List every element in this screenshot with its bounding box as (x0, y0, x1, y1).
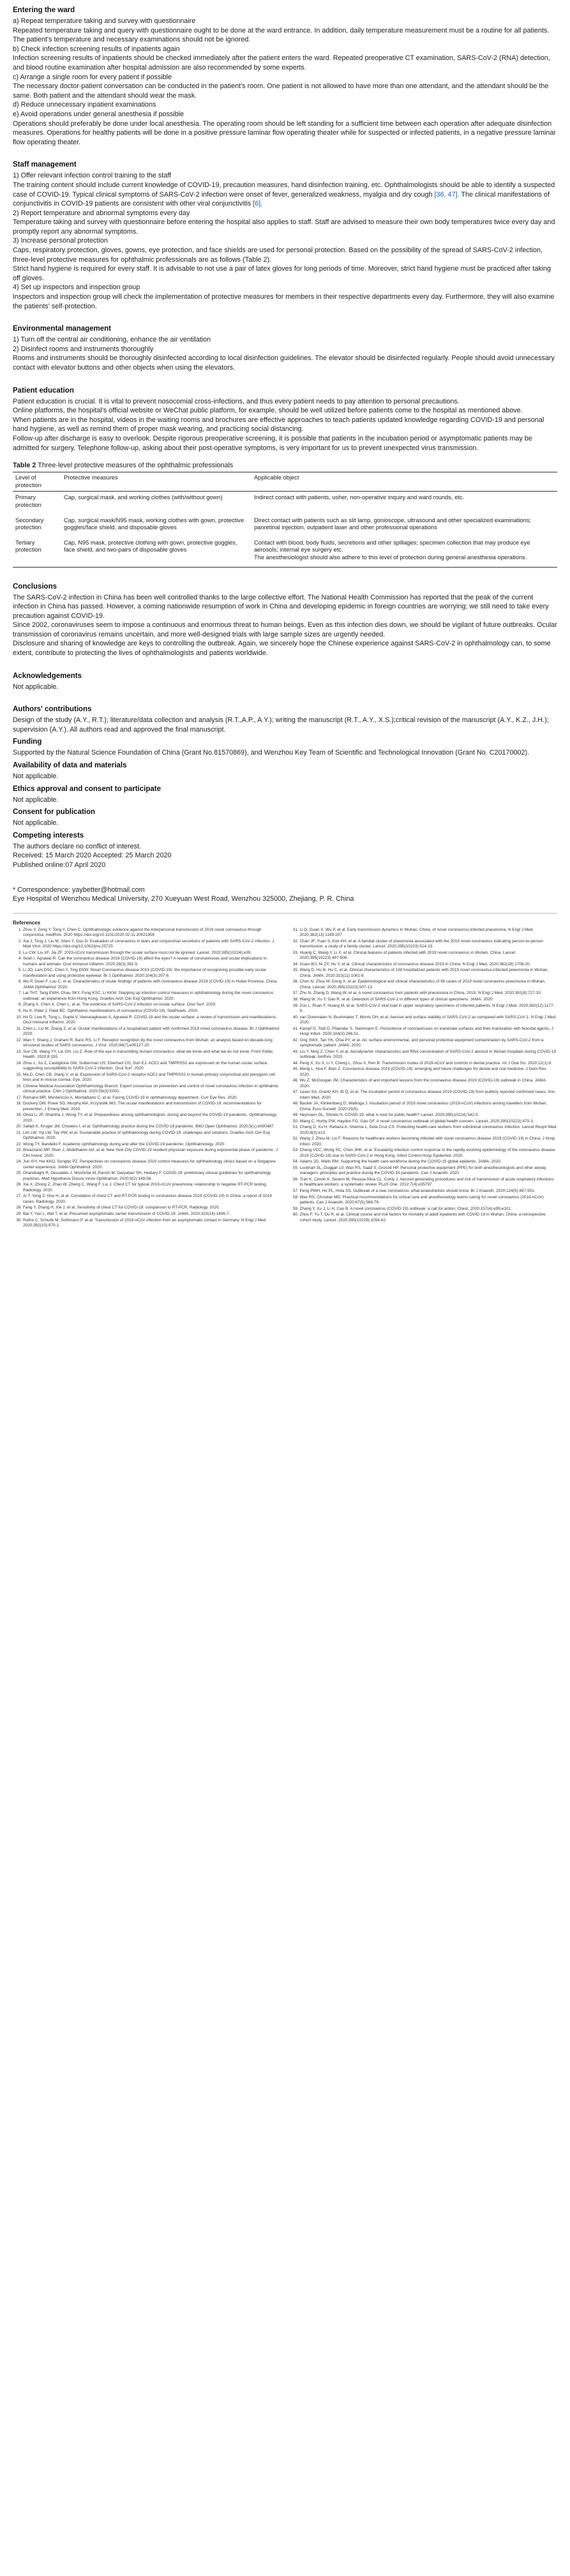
correspondence-email[interactable]: * Correspondence: yaybetter@hotmail.com (13, 885, 145, 894)
reference-item: 60. Zhou F, Yu T, Du R, et al. Clinical course and risk factors for mortality of adult inpatients with COVID-19 in Wuhan, China: a retrospective cohort study. Lancet. 2020;395(10229):1054-62. (300, 1212, 558, 1223)
ethics-section (13, 785, 557, 805)
reference-item: 32. Chan JF, Yuan S, Kok KH, et al. A familial cluster of pneumonia associated with the 2019 novel coronavirus indicating person-to-person transmission: a study of a family cluster. Lancet. 2020;395(10223):514-23. (300, 939, 558, 950)
paragraph: Not applicable. (13, 772, 59, 781)
table-cell: Cap, surgical mask, and working clothes (with/without gown) (64, 494, 223, 501)
reference-item: 55. Lockhart SL, Duggan LV, Wax RS, Saad S, Grocott HP. Personal protective equipment (PPE) for both anesthesiologists and other airway managers: principles and practice during the COVID-19 pandemic. Can J Anaesth. 2020. (300, 1166, 558, 1177)
patient-education-section (13, 387, 557, 453)
reference-item: 14. Zhou L, Xu Z, Castiglione GM, Soiberman US, Eberhart CG, Duh EJ. ACE2 and TMPRSS2 are expressed on the human ocular surface, suggesting susceptibility to SARS-CoV-2 infection. Ocul Surf. 2020. (23, 1061, 281, 1072)
section-heading: Environmental management (13, 325, 112, 333)
table-row (13, 492, 557, 515)
column-header: Applicable object (251, 472, 557, 492)
published-date: Published online:07 April 2020 (13, 861, 106, 869)
reference-item: 33. Huang C, Wang Y, Li X, et al. Clinical features of patients infected with 2019 novel coronavirus in Wuhan, China. Lancet. 2020;395(10223):497-506. (300, 951, 558, 961)
reference-item: 2. Xia J, Tong J, Liu M, Shen Y, Guo D. Evaluation of coronavirus in tears and conjunctival secretions of patients with SARS-CoV-2 infection. J Med Virol. 2020 https://doi.org/10.1002/jmv.25725 (23, 939, 281, 950)
authors-contributions-section (13, 705, 557, 734)
reference-item: 6. Wu P, Duan F, Luo C, et al. Characteristics of ocular findings of patients with coronavirus disease 2019 (COVID-19) in Hubei Province, China. JAMA Ophthalmol. 2020. (23, 979, 281, 990)
reference-item: 7. Lai THT, Tang EWH, Chau SKY, Fung KSC, Li KKW. Stepping up infection control measures in ophthalmology during the novel coronavirus outbreak: an experience from Hong Kong. Graefes Arch Clin Exp Ophthalmol. 2020. (23, 991, 281, 1002)
table-cell: Tertiary protection (13, 537, 61, 567)
section-heading: Acknowledgements (13, 672, 82, 680)
reference-item: 35. Wang D, Hu B, Hu C, et al. Clinical characteristics of 138 hospitalized patients with 2019 novel coronavirus-infected pneumonia in Wuhan, China. JAMA. 2020;323(11):1061-9. (300, 968, 558, 979)
paragraph: c) Arrange a single room for every patient if possible (13, 73, 172, 81)
reference-item: 25. Gharebaghi R, Desuatels J, Moshirfar M, Parvizi M, Daryabari SH, Heidary F. COVID-19: preliminary clinical guidelines for ophthalmology practices. Med Hypothesis Discov Innov Ophthalmol. 2020;9(2):149-58. (23, 1171, 281, 1182)
section-heading: Entering the ward (13, 6, 75, 14)
reference-item: 24. Jun ISY, Hui KKO, Songbo PZ. Perspectives on coronavirus disease 2019 control measures for ophthalmology clinics based on a Singapore center experience. JAMA Ophthalmol. 2020. (23, 1159, 281, 1170)
paragraph: Patient education is crucial. It is vital to prevent nosocomial cross-infections, and thus every patient needs to pay attention to personal precautions. (13, 397, 460, 405)
reference-item: 29. Bai Y, Yao L, Wei T, et al. Presumed asymptomatic carrier transmission of COVID-19. JAMA. 2020;323(14):1406-7. (23, 1212, 281, 1217)
column-header: Protective measures (61, 472, 251, 492)
section-heading: Patient education (13, 386, 74, 395)
reference-item: 1. Zhou Y, Zeng Y, Tong Y, Chen C. Ophthalmologic evidence against the interpersonal transmission of 2019 novel coronavirus through conjunctiva. medRxiv. 2020 https://doi.org/10.1101/2020.02.11.20021956 (23, 928, 281, 938)
reference-item: 51. Chang D, Xu H, Rebaza A, Sharma L, Dela Cruz CS. Protecting health-care workers from subclinical coronavirus infection. Lancet Respir Med. 2020;8(3):e13. (300, 1125, 558, 1136)
paragraph: When patients are in the hospital, videos in the waiting rooms and brochures are effective approaches to teach patients updated knowledge regarding COVID-19 and personal hand hygiene, as well as remind them of proper mask wearing, and practicing social distancing. (13, 416, 544, 433)
references-heading: References (13, 919, 41, 926)
paragraph: Not applicable. (13, 682, 59, 691)
staff-management-section (13, 161, 557, 311)
reference-item: 45. Meng L, Hua F, Bian Z. Coronavirus disease 2019 (COVID-19): emerging and future challenges for dental and oral medicine. J Dent Res. 2020. (300, 1067, 558, 1078)
reference-item: 41. Kampf G, Todt D, Pfaender S, Steinmann E. Persistence of coronaviruses on inanimate surfaces and their inactivation with biocidal agents. J Hosp Infect. 2020;104(3):246-51. (300, 1027, 558, 1037)
received-accepted-dates: Received: 15 March 2020 Accepted: 25 March 2020 (13, 852, 172, 860)
reference-item: 12. Wan Y, Shang J, Graham R, Baric RS, Li F. Receptor recognition by the novel coronavirus from Wuhan: an analysis based on decade-long structural studies of SARS coronavirus. J Virol. 2020;94(7):e00127-20. (23, 1038, 281, 1049)
paragraph: 2) Disinfect rooms and instruments thoroughly (13, 345, 154, 353)
section-heading: Conclusions (13, 582, 57, 591)
section-heading: Availability of data and materials (13, 762, 127, 770)
article-page (0, 0, 570, 1230)
reference-item: 15. Ma D, Chen CB, Jhanji V, et al. Expression of SARS-CoV-2 receptor ACE2 and TMPRSS2 in human primary conjunctival and pterygium cell lines and in mouse cornea. Eye. 2020. (23, 1073, 281, 1083)
reference-item: 26. Xie X, Zhong Z, Zhao W, Zheng C, Wang F, Liu J. Chest CT for typical 2019-nCoV pneumonia: relationship to negative RT-PCR testing. Radiology. 2020. (23, 1182, 281, 1193)
reference-item: 19. Olivia Li JP, Shantha J, Wong TY, et al. Preparedness among ophthalmologists: during and beyond the COVID-19 pandemic. Ophthalmology. 2020. (23, 1113, 281, 1124)
table-cell: Contact with blood, body fluids, secretions and other spillages; specimen collection that may produce eye aerosols; internal eye surgery etc. The anesthesiologist should also adhere to this level of protection during general anesthesia operations. (251, 537, 557, 567)
column-header: Level of protection (13, 472, 61, 492)
paragraph: Caps, respiratory protection, gloves, gowns, eye protection, and face shields are used for personal protection. Based on the possibility of the spread of SARS-CoV-2 infection, three-level protective measures for ophthalmic professionals are as follows (Table 2). (13, 246, 543, 264)
paragraph: 1) Turn off the central air conditioning, enhance the air ventilation (13, 336, 211, 344)
acknowledgements-section (13, 672, 557, 692)
paragraph: 1) Offer relevant infection control training to the staff (13, 172, 172, 180)
reference-item: 58. Wax RS, Christian MD. Practical recommendations for critical care and anesthesiology teams caring for novel coronavirus (2019-nCoV) patients. Can J Anaesth. 2020;67(5):568-76. (300, 1195, 558, 1206)
paragraph: The authors declare no conflict of interest. (13, 842, 142, 850)
table-caption-text: Three-level protective measures of the ophthalmic professionals (38, 462, 234, 470)
reference-item: 20. Safadi K, Kruger JM, Chowers I, et al. Ophthalmology practice during the COVID-19 pandemic. BMJ Open Ophthalmol. 2020;5(1):e000487. (23, 1124, 281, 1129)
table-2 (13, 462, 557, 567)
reference-item: 4. Seah I, Agrawal R. Can the coronavirus disease 2019 (COVID-19) affect the eyes? A review of coronaviruses and ocular implications in humans and animals. Ocul Immunol Inflamm. 2020;28(3):391-5. (23, 956, 281, 967)
reference-item: 39. Zou L, Ruan F, Huang M, et al. SARS-CoV-2 viral load in upper respiratory specimens of infected patients. N Engl J Med. 2020;382(12):1177-9. (300, 1004, 558, 1014)
table-row (13, 515, 557, 537)
reference-item: 43. Liu Y, Ning Z, Chen Y, et al. Aerodynamic characteristics and RNA concentration of SARS-CoV-2 aerosol in Wuhan hospitals during COVID-19 outbreak. bioRxiv. 2020. (300, 1050, 558, 1060)
paragraph: Repeated temperature taking and query with questionnaire ought to be done at the ward entrance. In addition, daily temperature measurement must be a routine for all patients. The patient's temperature and necessary examinations should not be ignored. (13, 26, 550, 44)
paragraph: Follow-up after discharge is easy to overlook. Despite rigorous preoperative screening, it is possible that patients in the incubation period or asymptomatic patients may be admitted for surgery. Telephone follow-up, asking about their post-operative symptoms, is very important for us to prevent unexpected virus transmission. (13, 434, 532, 452)
table-row (13, 537, 557, 567)
divider (13, 913, 557, 914)
text-run: . The clinical manifestations of conjunctivitis in COVID-19 patients are consistent with other viral conjunctivitis (13, 190, 550, 208)
reference-item: 52. Wang J, Zhou M, Liu F. Reasons for healthcare workers becoming infected with novel coronavirus disease 2019 (COVID-19) in China. J Hosp Infect. 2020. (300, 1136, 558, 1147)
protection-table (13, 472, 557, 567)
reference-item: 54. Adams JG, Walls RM. Supporting the health care workforce during the COVID-19 global epidemic. JAMA. 2020. (300, 1159, 558, 1164)
paragraph: Rooms and instruments should be thoroughly disinfected according to local disinfection guidelines. The elevator should be disinfected regularly. People should avoid unnecessary contact with elevator buttons and other objects when using the elevators. (13, 354, 555, 372)
reference-item: 36. Chen N, Zhou M, Dong X, et al. Epidemiological and clinical characteristics of 99 cases of 2019 novel coronavirus pneumonia in Wuhan, China. Lancet. 2020;395(10223):507-13. (300, 979, 558, 990)
reference-item: 13. Sun CB, Wang YY, Liu GH, Liu Z. Role of the eye in transmitting human coronavirus: what we know and what we do not know. Front Public Health. 2020;8:155. (23, 1050, 281, 1060)
paragraph: Temperature taking and survey with questionnaire before entering the hospital also applies to staff. Staff are advised to measure their own body temperatures twice every day and promptly report any abnormal symptoms. (13, 218, 555, 236)
reference-item: 44. Peng X, Xu X, Li Y, Cheng L, Zhou X, Ren B. Transmission routes of 2019-nCoV and controls in dental practice. Int J Oral Sci. 2020;12(1):9. (300, 1061, 558, 1066)
consent-section (13, 808, 557, 828)
reference-item: 46. Wu Z, McGoogan JM. Characteristics of and important lessons from the coronavirus disease 2019 (COVID-19) outbreak in China. JAMA. 2020. (300, 1078, 558, 1089)
correspondence-block (13, 885, 557, 904)
section-heading: Funding (13, 738, 42, 746)
section-heading: Staff management (13, 161, 77, 169)
table-cell: Direct contact with patients such as slit lamp, gonioscope, ultrasound and other specialized examinations; panretinal injection, outpatient laser and other professional operations (254, 516, 532, 531)
text-run: . (260, 200, 263, 208)
reference-item: 22. Wong TY, Bandello F. Academic ophthalmology during and after the COVID-19 pandemic. Ophthalmology. 2020. (23, 1142, 281, 1147)
reference-item: 17. Romano MR, Montericcio A, Montalbano C, et al. Facing COVID-19 in ophthalmology department. Curr Eye Res. 2020. (23, 1096, 281, 1101)
conclusions-section (13, 583, 557, 658)
table-label: Table 2 (13, 462, 36, 470)
paragraph: Operations should preferably be done under local anesthesia. The operating room should be left standing for a sufficient time between each operation after adequate disinfection measures. Operations for healthy patients will be done in a positive pressure laminar flow operating theater while for suspected or infected patients, in a negative pressure laminar flow operating theater. (13, 119, 557, 146)
reference-item: 11. Chen L, Liu M, Zhang Z, et al. Ocular manifestations of a hospitalised patient with confirmed 2019 novel coronavirus disease. Br J Ophthalmol. 2020. (23, 1027, 281, 1037)
paragraph: b) Check infection screening results of inpatients again (13, 45, 180, 53)
reference-item: 59. Zhang Y, Xu J, Li H, Cao B. A novel coronavirus (COVID-19) outbreak: a call for action. Chest. 2020;157(4):e99-e101. (300, 1207, 558, 1212)
reference-item: 56. Tran K, Cimon K, Severn M, Pessoa-Silva CL, Conly J. Aerosol generating procedures and risk of transmission of acute respiratory infections to healthcare workers: a systematic review. PLoS One. 2012;7(4):e35797. (300, 1177, 558, 1188)
table-cell: Cap, surgical mask/N95 mask, working clothes with gown, protective goggles/face shield, and disposable gloves (64, 516, 244, 531)
reference-item: 48. Backer JA, Klinkenberg D, Wallinga J. Incubation period of 2019 novel coronavirus (2019-nCoV) infections among travellers from Wuhan, China. Euro Surveill. 2020;25(5). (300, 1101, 558, 1112)
table-header-row (13, 472, 557, 492)
reference-item: 57. Peng PWH, Ho PL, Hota SS. Outbreak of a new coronavirus: what anaesthetists should know. Br J Anaesth. 2020;124(5):497-501. (300, 1189, 558, 1194)
citation-link[interactable]: [36, 47] (434, 190, 458, 199)
reference-item: 50. Wang C, Horby PW, Hayden FG, Gao GF. A novel coronavirus outbreak of global health concern. Lancet. 2020;395(10223):470-3. (300, 1119, 558, 1124)
reference-item: 31. Li Q, Guan X, Wu P, et al. Early transmission dynamics in Wuhan, China, of novel coronavirus-infected pneumonia. N Engl J Med. 2020;382(13):1199-207. (300, 928, 558, 938)
competing-interests-section (13, 832, 557, 870)
reference-item: 16. Chinese Medical Association Ophthalmology Branch. Expert consensus on prevention and control of novel coronavirus infection in ophthalmic clinical practice. Chin J Ophthalmol. 2020;56(3):E001. (23, 1084, 281, 1095)
section-heading: Authors' contributions (13, 705, 92, 714)
reference-item: 5. Li JO, Lam DSC, Chen Y, Ting DSW. Novel Coronavirus disease 2019 (COVID-19): the importance of recognising possible early ocular manifestation and using protective eyewear. Br J Ophthalmol. 2020;104(3):297-8. (23, 968, 281, 979)
references-list-right (290, 928, 558, 1230)
section-heading: Consent for publication (13, 808, 96, 817)
entering-ward-section (13, 6, 557, 147)
reference-item: 9. Hu K, Patel J, Patel BC. Ophthalmic manifestations of coronavirus (COVID-19). StatPearls. 2020. (23, 1009, 281, 1014)
reference-item: 3. Lu CW, Liu XF, Jia ZF. 2019-nCoV transmission through the ocular surface must not be ignored. Lancet. 2020;395(10224):e39. (23, 951, 281, 956)
reference-item: 18. Dockery DM, Rowe SG, Murphy MA, Krzystolik MG. The ocular manifestations and transmission of COVID-19: recommendations for prevention. J Emerg Med. 2020. (23, 1101, 281, 1112)
paragraph: Online platforms, the hospital's official website or WeChat public platform, for example, should be well utilized before patients come to the hospital as mentioned above. (13, 407, 523, 415)
reference-item: 37. Zhu N, Zhang D, Wang W, et al. A novel coronavirus from patients with pneumonia in China, 2019. N Engl J Med. 2020;382(8):727-33. (300, 991, 558, 996)
reference-item: 10. Ho D, Low R, Tong L, Gupta V, Veeraraghavan A, Agrawal R. COVID-19 and the ocular surface: a review of transmission and manifestations. Ocul Immunol Inflamm. 2020. (23, 1015, 281, 1026)
reference-item: 47. Lauer SA, Grantz KH, Bi Q, et al. The incubation period of coronavirus disease 2019 (COVID-19) from publicly reported confirmed cases. Ann Intern Med. 2020. (300, 1090, 558, 1101)
table-cell: Secondary protection (15, 516, 44, 531)
paragraph: Strict hand hygiene is required for every staff. It is advisable to not use a pair of latex gloves for long periods of time. Moreover, strict hand hygiene must be practiced after taking off gloves. (13, 265, 551, 282)
paragraph: Not applicable. (13, 819, 59, 827)
reference-item: 42. Ong SWX, Tan YK, Chia PY, et al. Air, surface environmental, and personal protective equipment contamination by SARS-CoV-2 from a symptomatic patient. JAMA. 2020. (300, 1038, 558, 1049)
paragraph: d) Reduce unnecessary inpatient examinations (13, 101, 156, 109)
text-run: The training content should include current knowledge of COVID-19, precaution measures, hand disinfection training, etc. Ophthalmologists should be able to identify a suspected case of COVID-19. Typical clinical symptoms of SARS-CoV-2 infection were onset of fever, generalized weakness, myalgia and dry cough (13, 181, 555, 199)
paragraph: e) Avoid operations under general anesthesia if possible (13, 110, 184, 118)
reference-item: 21. Lim LW, Yip LW, Tay HW, et al. Sustainable practice of ophthalmology during COVID-19: challenges and solutions. Graefes Arch Clin Exp Ophthalmol. 2020. (23, 1131, 281, 1141)
section-heading: Ethics approval and consent to participate (13, 785, 161, 793)
references-section (13, 920, 557, 1230)
paragraph: The SARS-CoV-2 infection in China has been well controlled thanks to the large collective effort. The National Health Commission has reported that the peak of the current infection in China has passed. However, a coming nationwide resumption of work in China and developing epidemic in foreign countries are worrying; we still need to take every precaution against COVID-19. (13, 593, 549, 620)
table-cell: Primary protection (15, 494, 41, 508)
reference-item: 40. van Doremalen N, Bushmaker T, Morris DH, et al. Aerosol and surface stability of SARS-CoV-2 as compared with SARS-CoV-1. N Engl J Med. 2020. (300, 1015, 558, 1026)
references-list-left (13, 928, 281, 1230)
references-columns (13, 928, 557, 1230)
table-cell: Cap, N95 mask, protective clothing with gown, protective goggles, face shield, and two-pairs of disposable gloves (61, 537, 251, 567)
correspondence-affiliation: Eye Hospital of Wenzhou Medical University, 270 Xueyuan West Road, Wenzhou 325000, Zhejiang, P. R. China (13, 895, 354, 903)
paragraph: The necessary doctor-patient conversation can be conducted in the patient's room. One patient is not allowed to have more than one attendant, and the attendant should be the same. Both patient and the attendant should wear the mask. (13, 82, 549, 100)
funding-section (13, 738, 557, 758)
availability-section (13, 762, 557, 781)
paragraph: Not applicable. (13, 795, 59, 804)
table-caption (13, 462, 557, 469)
reference-item: 34. Guan WJ, Ni ZY, Hu Y, et al. Clinical characteristics of coronavirus disease 2019 in China. N Engl J Med. 2020;382(18):1708-20. (300, 962, 558, 967)
reference-item: 38. Wang W, Xu Y, Gao R, et al. Detection of SARS-CoV-2 in different types of clinical specimens. JAMA. 2020. (300, 997, 558, 1002)
paragraph: 4) Set up inspectors and inspection group (13, 283, 140, 292)
section-heading: Competing interests (13, 831, 84, 840)
paragraph: Supported by the Natural Science Foundation of China (Grant No.81570869), and Wenzhou Key Team of Scientific and Technological Innovation (Grant No. C20170002). (13, 749, 530, 757)
paragraph: Inspectors and inspection group will check the implementation of protective measures for members in their respective departments every day. Furthermore, they will also examine the patients' self-protection. (13, 293, 555, 310)
reference-item: 27. Ai T, Yang Z, Hou H, et al. Correlation of chest CT and RT-PCR testing in coronavirus disease 2019 (COVID-19) in China: a report of 1014 cases. Radiology. 2020. (23, 1194, 281, 1205)
paragraph: Infection screening results of inpatients should be checked immediately after the patient enters the ward. Repeated preoperative CT examination, SARS-CoV-2 (RNA) detection, and blood routine examination after hospital admission are also recommended by some experts. (13, 54, 550, 72)
reference-item: 8. Zhang X, Chen X, Chen L, et al. The evidence of SARS-CoV-2 infection on ocular surface. Ocul Surf. 2020. (23, 1002, 281, 1007)
paragraph: a) Repeat temperature taking and survey with questionnaire (13, 17, 196, 25)
paragraph: Disclosure and sharing of knowledge are keys to controlling the outbreak. Again, we sincerely hope the Chinese experience against SARS-CoV-2 in ophthalmology can, to some extent, contribute to protecting the lives of ophthalmologists and patients worldwide. (13, 640, 551, 658)
reference-item: 30. Rothe C, Schunk M, Sothmann P, et al. Transmission of 2019-nCoV infection from an asymptomatic contact in Germany. N Engl J Med. 2020;382(10):970-1. (23, 1218, 281, 1229)
paragraph: Since 2002, coronaviruses seem to impose a continuous and enormous threat to human beings. Even as this infection dies down, we should be vigilant of future outbreaks. Ocular transmission of coronavirus remains uncertain, and more well-designed trials with large sample sizes are urgently needed. (13, 621, 557, 638)
environmental-management-section (13, 325, 557, 372)
reference-item: 23. Breazzano MP, Shen J, Abdelhakim AH, et al. New York City COVID-19 resident physician exposure during exponential phase of pandemic. J Clin Invest. 2020. (23, 1148, 281, 1159)
table-cell: Indirect contact with patients, usher, non-operative inquiry and ward rounds, etc. (254, 494, 465, 501)
reference-item: 53. Cheng VCC, Wong SC, Chen JHK, et al. Escalating infection control response to the rapidly evolving epidemiology of the coronavirus disease 2019 (COVID-19) due to SARS-CoV-2 in Hong Kong. Infect Control Hosp Epidemiol. 2020. (300, 1148, 558, 1159)
paragraph: 2) Report temperature and abnormal symptoms every day (13, 209, 190, 217)
paragraph (13, 181, 557, 209)
citation-link[interactable]: [6] (253, 200, 261, 208)
reference-item: 28. Fang Y, Zhang H, Xie J, et al. Sensitivity of chest CT for COVID-19: comparison to RT-PCR. Radiology. 2020. (23, 1205, 281, 1210)
paragraph: 3) Increase personal protection (13, 237, 108, 245)
paragraph: Design of the study (A.Y., R.T.); literature/data collection and analysis (R.T.,A.P., A.Y.); writing the manuscript (R.T., A.Y., X.S.);critical revision of the manuscript (A.Y., K.Z., J.H.); supervision (A.Y.). All authors read and approved the final manuscript. (13, 716, 549, 734)
reference-item: 49. Heymann DL, Shindo N. COVID-19: what is next for public health? Lancet. 2020;395(10224):542-5. (300, 1113, 558, 1118)
